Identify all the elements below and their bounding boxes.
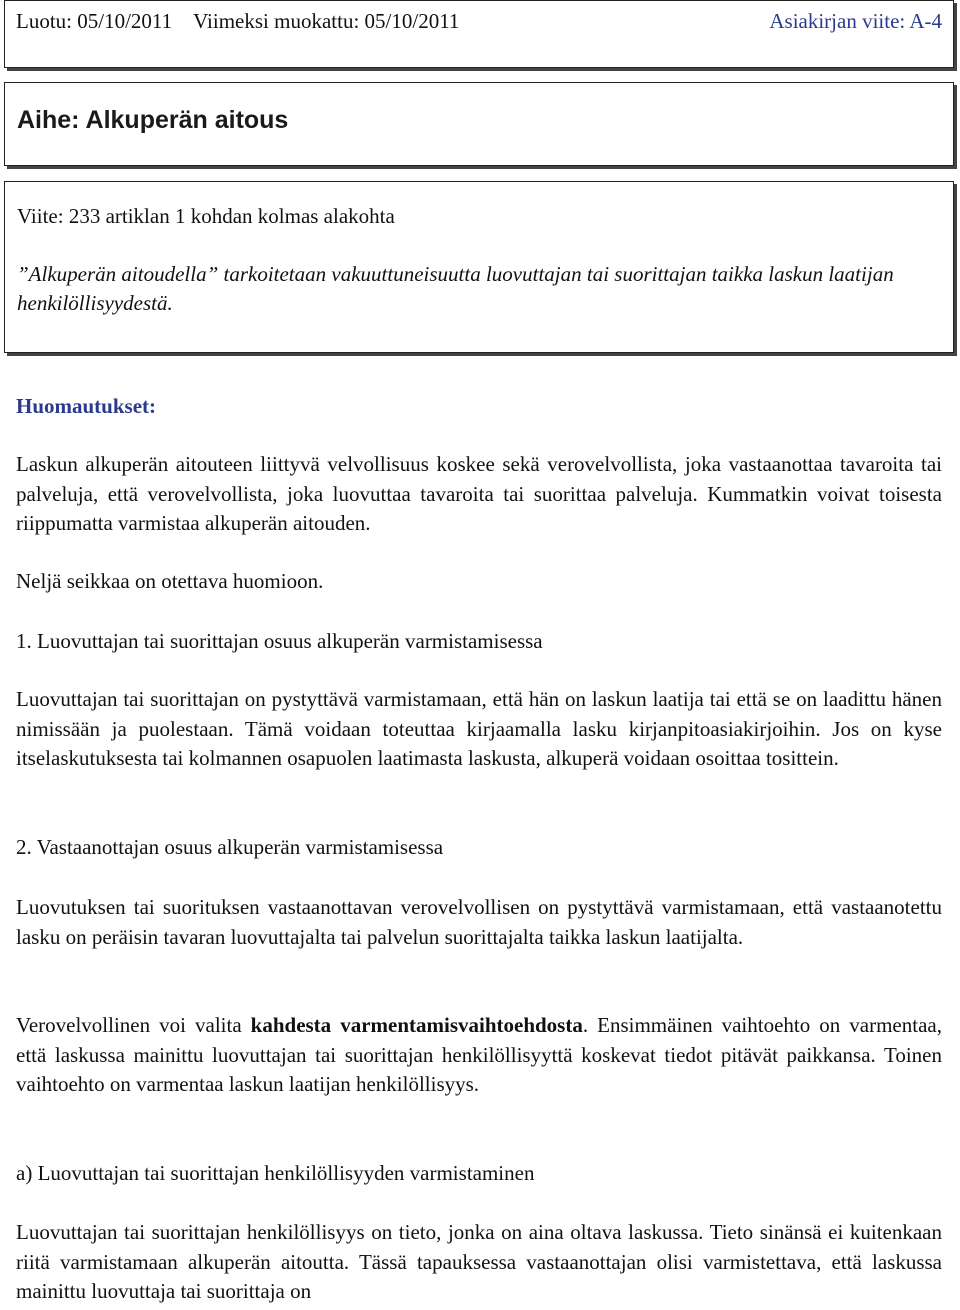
section-2-heading: 2. Vastaanottajan osuus alkuperän varmistamisessa — [16, 835, 444, 859]
options-text-start: Verovelvollinen voi valita — [16, 1013, 251, 1037]
created-date: Luotu: 05/10/2011 — [16, 9, 173, 33]
definition-text: ”Alkuperän aitoudella” tarkoitetaan vakuuttuneisuutta luovuttajan tai suorittajan taikka laskun laatijan henkilöllisyydestä. — [17, 262, 894, 315]
notes-paragraph-1: Laskun alkuperän aitouteen liittyvä velvollisuus koskee sekä verovelvollista, joka vastaanottaa tavaroita tai palveluja, että verovelvollista, joka luovuttaa tavaroita tai suorittaa palveluja. Kummatkin voivat toisesta riippumatta varmistaa alkuperän aitouden. — [16, 452, 942, 535]
subject-box — [4, 82, 954, 166]
options-emphasis: kahdesta varmentamisvaihtoehdosta — [250, 1013, 583, 1037]
modified-date: Viimeksi muokattu: 05/10/2011 — [193, 9, 460, 33]
document-reference: Asiakirjan viite: A-4 — [769, 9, 942, 33]
section-2-options-text — [16, 1011, 942, 1100]
document-header — [4, 0, 954, 68]
section-1-text: Luovuttajan tai suorittajan on pystyttävä varmistamaan, että hän on laskun laatija tai että se on laadittu hänen nimissään ja puolestaan. Tämä voidaan toteuttaa kirjaamalla lasku kirjanpitoasiakirjoihin. Jos on kyse itselaskutuksesta tai kolmannen osapuolen laatimasta laskusta, alkuperä voidaan osoittaa tosittein. — [16, 687, 942, 770]
article-reference: Viite: 233 artiklan 1 kohdan kolmas alakohta — [17, 204, 395, 228]
notes-heading: Huomautukset: — [16, 394, 157, 418]
subsection-a-heading: a) Luovuttajan tai suorittajan henkilöllisyyden varmistaminen — [16, 1161, 535, 1185]
notes-paragraph-2: Neljä seikkaa on otettava huomioon. — [16, 569, 324, 593]
section-1-heading: 1. Luovuttajan tai suorittajan osuus alkuperän varmistamisessa — [16, 629, 543, 653]
dates — [16, 9, 459, 34]
subsection-a-text: Luovuttajan tai suorittajan henkilöllisyys on tieto, jonka on aina oltava laskussa. Tieto sinänsä ei kuitenkaan riitä varmistamaan alkuperän aitoutta. Tässä tapauksessa vastaanottajan olisi varmistettava, että laskussa mainittu luovuttaja tai suorittaja on — [16, 1220, 942, 1303]
options-text-end: . Ensimmäinen vaihtoehto on varmentaa, että laskussa mainittu luovuttajan tai suorittajan henkilöllisyyttä koskevat tiedot pitävät paikkansa. Toinen vaihtoehto on varmentaa laskun laatijan henkilöllisyys. — [16, 1013, 942, 1096]
section-2-text: Luovutuksen tai suorituksen vastaanottavan verovelvollisen on pystyttävä varmistamaan, että vastaanotettu lasku on peräisin tavaran luovuttajalta tai palvelun suorittajalta taikka laskun laatijalta. — [16, 895, 942, 949]
subject-title: Aihe: Alkuperän aitous — [17, 106, 289, 134]
reference-box — [4, 181, 954, 353]
